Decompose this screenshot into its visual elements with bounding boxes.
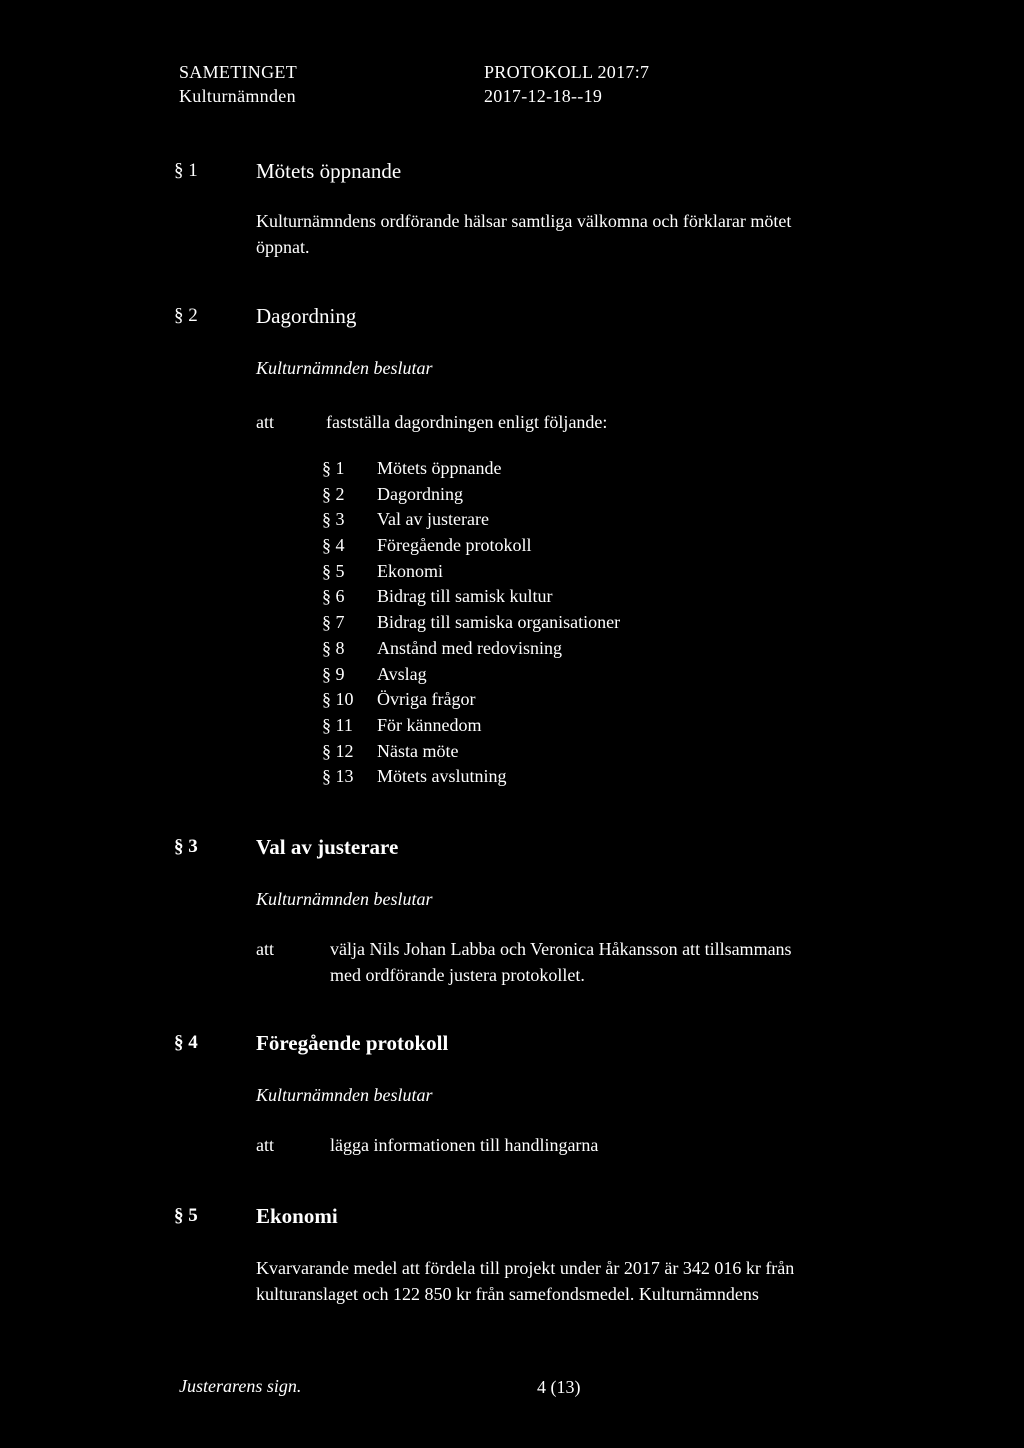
agenda-item-label: Mötets öppnande — [377, 458, 502, 478]
agenda-item — [322, 689, 620, 715]
org-name: SAMETINGET — [179, 62, 297, 82]
agenda-item-label: Anstånd med redovisning — [377, 637, 562, 658]
agenda-item-label: Bidrag till samiska organisationer — [377, 612, 621, 633]
agenda-item-label: Bidrag till samisk kultur — [377, 586, 553, 607]
section-4-number: § 4 — [174, 1032, 198, 1053]
section-1-text-line2: öppnat. — [256, 237, 310, 257]
agenda-item-number: § 12 — [322, 740, 354, 761]
agenda-item — [322, 741, 620, 767]
agenda-item — [322, 612, 620, 638]
section-1-number: § 1 — [174, 160, 198, 181]
agenda-item-label: För kännedom — [377, 714, 482, 735]
agenda-item-number: § 7 — [322, 612, 345, 633]
section-5-number: § 5 — [174, 1205, 198, 1226]
agenda-item-number: § 5 — [322, 560, 345, 581]
agenda-item-label: Val av justerare — [377, 509, 489, 530]
section-3-decision-line2: med ordförande justera protokollet. — [330, 965, 585, 985]
agenda-item-label: Avslag — [377, 663, 427, 684]
agenda-item-number: § 8 — [322, 637, 345, 658]
committee-name: Kulturnämnden — [179, 86, 296, 106]
agenda-item-number: § 11 — [322, 714, 353, 735]
agenda-item-number: § 1 — [322, 458, 345, 478]
agenda-item — [322, 664, 620, 690]
section-2-decision-text: fastställa dagordningen enligt följande: — [326, 412, 608, 432]
agenda-item-number: § 10 — [322, 689, 354, 710]
agenda-item — [322, 458, 620, 484]
agenda-item-label: Övriga frågor — [377, 689, 476, 710]
section-5-text-line1: Kvarvarande medel att fördela till projekt under år 2017 är 342 016 kr från — [256, 1258, 795, 1278]
agenda-item-number: § 6 — [322, 586, 345, 607]
agenda-item-label: Ekonomi — [377, 560, 443, 581]
agenda-item-number: § 3 — [322, 509, 345, 530]
agenda-item-label: Dagordning — [377, 483, 463, 504]
section-4-att: att — [256, 1135, 274, 1155]
agenda-item — [322, 586, 620, 612]
section-4-decision-heading: Kulturnämnden beslutar — [256, 1085, 433, 1105]
section-2-att: att — [256, 412, 274, 432]
agenda-item — [322, 535, 620, 561]
section-3-decision-heading: Kulturnämnden beslutar — [256, 889, 433, 909]
agenda-item — [322, 715, 620, 741]
section-2-number: § 2 — [174, 305, 198, 326]
agenda-item-number: § 13 — [322, 766, 354, 787]
agenda-item-number: § 9 — [322, 663, 345, 684]
protocol-number: PROTOKOLL 2017:7 — [484, 62, 650, 82]
page-number: 4 (13) — [537, 1377, 581, 1397]
section-3-att: att — [256, 939, 274, 959]
signature-label: Justerarens sign. — [179, 1376, 302, 1396]
agenda-item-number: § 4 — [322, 535, 345, 556]
section-5-text-line2: kulturanslaget och 122 850 kr från samefondsmedel. Kulturnämndens — [256, 1284, 759, 1304]
agenda-item-label: Nästa möte — [377, 740, 459, 761]
section-4-decision-text: lägga informationen till handlingarna — [330, 1135, 599, 1155]
agenda-item — [322, 509, 620, 535]
agenda-item — [322, 561, 620, 587]
section-4-title: Föregående protokoll — [256, 1031, 449, 1055]
section-1-text-line1: Kulturnämndens ordförande hälsar samtliga välkomna och förklarar mötet — [256, 211, 792, 231]
protocol-date: 2017-12-18--19 — [484, 86, 603, 106]
agenda-item-number: § 2 — [322, 483, 345, 504]
section-5-title: Ekonomi — [256, 1204, 338, 1228]
section-3-number: § 3 — [174, 836, 198, 857]
agenda-item — [322, 638, 620, 664]
agenda-item-label: Föregående protokoll — [377, 535, 532, 556]
section-3-decision-line1: välja Nils Johan Labba och Veronica Håkansson att tillsammans — [330, 939, 792, 959]
agenda-item — [322, 766, 620, 792]
section-1-title: Mötets öppnande — [256, 159, 402, 183]
agenda-item-label: Mötets avslutning — [377, 766, 507, 787]
section-2-title: Dagordning — [256, 304, 357, 328]
agenda-list — [322, 458, 620, 792]
section-3-title: Val av justerare — [256, 835, 399, 859]
agenda-item — [322, 484, 620, 510]
section-2-decision-heading: Kulturnämnden beslutar — [256, 358, 433, 378]
